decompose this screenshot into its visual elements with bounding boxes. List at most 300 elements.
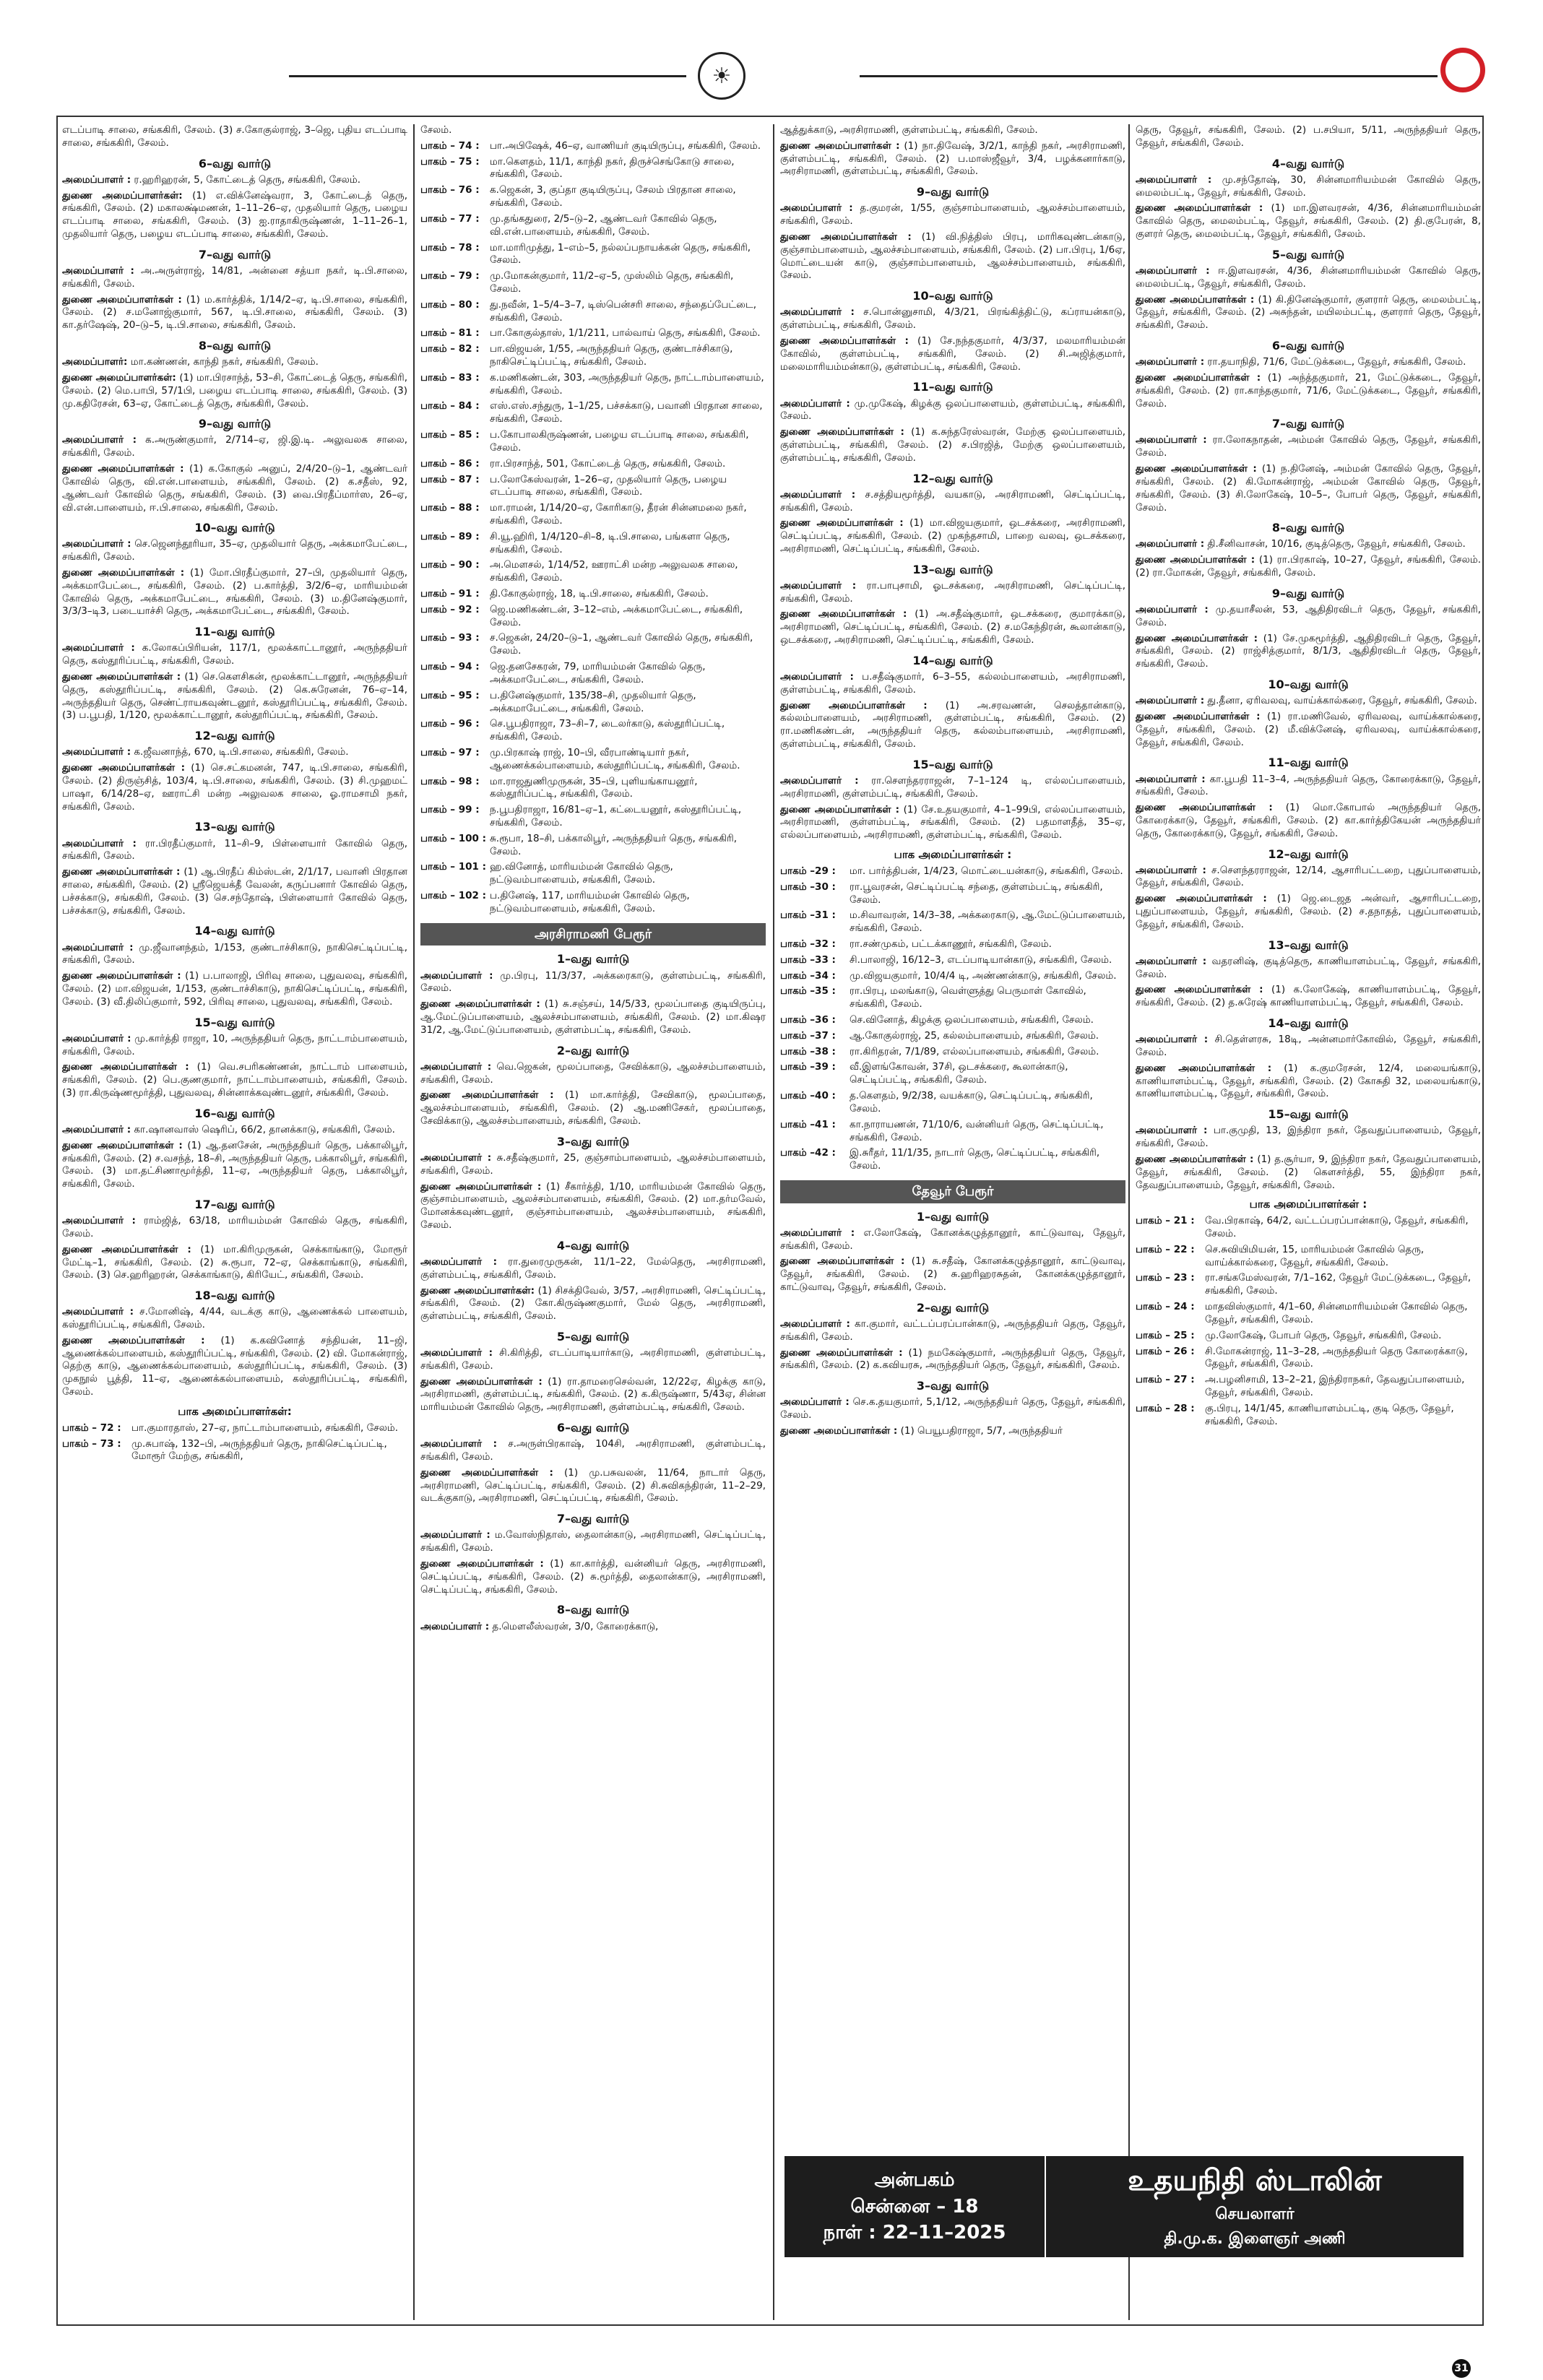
booth-entry: [780, 954, 1125, 967]
role-label: அமைப்பாளர் :: [1136, 864, 1206, 876]
booth-person: ப.தினேஷ்குமார், 135/38–சி, முதலியார் தெரு, அக்கமாபேட்டை, சங்ககிரி, சேலம்.: [490, 689, 696, 714]
booth-number: பாகம் – 102 :: [420, 890, 487, 902]
role-label: அமைப்பாளர் :: [62, 837, 137, 849]
listing-text: ச.மோனிஷ், 4/44, வடக்கு காடு, ஆணைக்கல் பாளையம், கஸ்தூரிப்பட்டி, சங்ககிரி, சேலம்.: [62, 1306, 407, 1331]
listing-paragraph: [1136, 538, 1481, 551]
booth-number: பாகம் – 73 :: [62, 1437, 121, 1450]
booth-number: பாகம் – 24 :: [1136, 1301, 1195, 1313]
listing-paragraph: [1136, 865, 1481, 891]
booth-person: கா.நாராயணன், 71/10/6, வன்னியர் தெரு, செட்டிப்பட்டி, சங்ககிரி, சேலம்.: [850, 1118, 1104, 1143]
listing-paragraph: [780, 1227, 1125, 1253]
booth-entry: [1136, 1374, 1481, 1400]
booth-person: து.நவீன், 1–5/4–3–7, டிஸ்பென்சரி சாலை, சந்தைப்பேட்டை, சங்ககிரி, சேலம்.: [490, 298, 756, 324]
ward-heading: 16–வது வார்டு: [194, 1106, 275, 1120]
booth-person: ப.தினேஷ், 117, மாரியம்மன் கோவில் தெரு, நட்டுவம்பாளையம், சங்ககிரி, சேலம்.: [490, 890, 690, 914]
booth-person: மு.விஜயகுமார், 10/4/4 டி, அண்ணன்காடு, சங்ககிரி, சேலம்.: [850, 969, 1117, 982]
listing-text: க.ஜீவனாந்த், 670, டி.பி.சாலை, சங்ககிரி, சேலம்.: [131, 746, 349, 758]
role-label: அமைப்பாளர் :: [62, 538, 131, 550]
booth-entry: [420, 242, 766, 268]
listing-paragraph: [1136, 984, 1481, 1010]
booth-number: பாகம் –41 :: [780, 1118, 836, 1130]
booth-entry: [780, 1119, 1125, 1145]
booth-person: மா.ராஜதுணிமுருகன், 35–பி, புளியங்காயனூர், கஸ்தூரிப்பட்டி, சங்ககிரி, சேலம்.: [490, 775, 698, 800]
booth-number: பாகம் –32 :: [780, 938, 836, 950]
booth-number: பாகம் –39 :: [780, 1061, 836, 1073]
listing-paragraph: [420, 1256, 766, 1282]
listing-paragraph: [420, 1285, 766, 1323]
masthead-rule-left: [289, 75, 686, 77]
role-label: அமைப்பாளர் :: [780, 1396, 850, 1408]
role-label: துணை அமைப்பாளர்கள் :: [62, 1139, 183, 1151]
role-label: துணை அமைப்பாளர்கள் :: [1136, 554, 1255, 566]
listing-paragraph: [1136, 554, 1481, 580]
listing-paragraph: [1136, 202, 1481, 241]
booth-number: பாகம் –42 :: [780, 1147, 836, 1159]
listing-paragraph: [62, 265, 407, 291]
listing-text: ரா.பிரதீப்குமார், 11–சி–9, பிள்ளையார் கோவில் தெரு, சங்ககிரி, சேலம்.: [62, 837, 407, 862]
role-label: துணை அமைப்பாளர்கள்:: [62, 371, 176, 384]
role-label: அமைப்பாளர் :: [420, 1347, 493, 1359]
booth-person: செ.வினோத், கிழக்கு ஒலப்பாளையம், சங்ககிரி, சேலம்.: [850, 1014, 1094, 1026]
column-divider: [773, 124, 774, 2320]
listing-text: பா.குமுதி, 13, இந்திரா நகர், தேவதுப்பாளையம், தேவூர், சங்ககிரி, சேலம்.: [1136, 1125, 1481, 1150]
listing-paragraph: [1136, 372, 1481, 410]
listing-paragraph: [780, 1347, 1125, 1373]
role-label: அமைப்பாளர் :: [780, 397, 850, 410]
role-label: துணை அமைப்பாளர்கள் :: [1136, 893, 1267, 905]
role-label: அமைப்பாளர் :: [1136, 1034, 1209, 1046]
role-label: துணை அமைப்பாளர்கள் :: [420, 1558, 544, 1570]
listing-paragraph: [780, 804, 1125, 842]
ward-heading: 3–வது வார்டு: [916, 1379, 990, 1393]
listing-paragraph: [62, 567, 407, 618]
booth-number: பாகம் – 97 :: [420, 746, 480, 758]
listing-paragraph: [62, 1124, 407, 1137]
listing-paragraph: [62, 838, 407, 864]
booth-entry: [420, 327, 766, 340]
masthead: [0, 0, 1543, 123]
role-label: துணை அமைப்பாளர்கள் :: [780, 1424, 898, 1437]
role-label: அமைப்பாளர் :: [62, 1215, 136, 1227]
ward-heading: 8–வது வார்டு: [198, 338, 272, 352]
booth-person: எஸ்.எஸ்.சந்துரு, 1–1/25, பச்சக்காடு, பவானி பிரதான சாலை, சங்ககிரி, சேலம்.: [490, 400, 763, 425]
booth-entry: [420, 804, 766, 830]
listing-text: ம.வோஸ்நிதாஸ், தைலான்காடு, அரசிராமணி, செட்டிப்பட்டி, சங்ககிரி, சேலம்.: [420, 1529, 766, 1554]
booth-person: அ.பழனிசாமி, 13–2–21, இந்திராநகர், தேவதுப்பாளையம், தேவூர், சங்ககிரி, சேலம்.: [1205, 1374, 1465, 1398]
subsection-heading: பாக அமைப்பாளர்கள் :: [1249, 1198, 1367, 1211]
role-label: துணை அமைப்பாளர்கள் :: [62, 1061, 189, 1073]
listing-text: (1) மா.கார்த்தி, சேவிகாடு, மூலப்பாதை, ஆலச்சம்பாளையம், சங்ககிரி, சேலம். (2) ஆ.மணிசேகர், மூலப்பாதை, சேவிக்காடு, ஆலச்சம்பாளையம், சங்ககிரி, சேலம்.: [420, 1089, 766, 1127]
listing-paragraph: [420, 970, 766, 996]
booth-person: அ.மௌசல், 1/14/52, ஊராட்சி மன்ற அலுவலக சாலை, சங்ககிரி, சேலம்.: [490, 559, 738, 584]
footer-office: அன்பகம்: [874, 2169, 955, 2191]
booth-person: மா.ராமன், 1/14/20–ஏ, கோரிகாடு, தீரன் சின்னமலை நகர், சங்ககிரி, சேலம்.: [490, 502, 747, 527]
booth-person: பா.விஜயன், 1/55, அருந்ததியர் தெரு, குண்டாச்சிகாடு, நாகிசெட்டிப்பட்டி, சங்ககிரி, சேலம்.: [490, 343, 733, 368]
listing-text: ராம்ஜித், 63/18, மாரியம்மன் கோவில் தெரு, சங்ககிரி, சேலம்.: [62, 1215, 407, 1239]
listing-text: மு.முகேஷ், கிழக்கு ஒலப்பாளையம், குள்ளம்பட்டி, சங்ககிரி, சேலம்.: [780, 397, 1125, 423]
role-label: அமைப்பாளர் :: [780, 1317, 850, 1330]
booth-entry: [420, 184, 766, 210]
role-label: அமைப்பாளர் :: [62, 434, 137, 446]
booth-person: மு.மோகன்குமார், 11/2–ஏ–5, முஸ்லிம் தெரு, சங்ககிரி, சேலம்.: [490, 270, 734, 295]
booth-person: ம.சிவாவரன், 14/3–38, அக்கரைகாடு, ஆ.மேட்டுப்பாளையம், சங்ககிரி, சேலம்.: [850, 909, 1125, 935]
subsection-heading: பாக அமைப்பாளர்கள் :: [894, 848, 1012, 862]
listing-paragraph: [1136, 695, 1481, 708]
role-label: துணை அமைப்பாளர்கள் :: [1136, 984, 1263, 996]
booth-person: பா.கோகுல்தாஸ், 1/1/211, பால்வாய் தெரு, சங்ககிரி, சேலம்.: [490, 327, 761, 339]
booth-person: ரா.பிரபு, மலங்காடு, வெள்ளுத்து பெருமாள் கோவில், சங்ககிரி, சேலம்.: [850, 985, 1086, 1011]
column-divider: [1128, 124, 1130, 2320]
booth-number: பாகம் – 89 :: [420, 530, 480, 542]
booth-number: பாகம் – 76 :: [420, 184, 480, 196]
listing-text: (1) நமகேஷ்குமார், அருந்ததியர் தெரு, தேவூர், சங்ககிரி, சேலம். (2) க.கவியரசு, அருந்ததியர் தெரு, தேவூர், சங்ககிரி, சேலம்.: [780, 1346, 1125, 1372]
booth-entry: [420, 890, 766, 916]
booth-person: ஆ.கோகுல்ராஜ், 25, கல்லம்பாளையம், சங்ககிரி, சேலம்.: [850, 1029, 1099, 1042]
column-4: [1136, 124, 1481, 2320]
booth-number: பாகம் – 78 :: [420, 241, 480, 254]
listing-paragraph: [62, 642, 407, 668]
listing-paragraph: [1136, 633, 1481, 671]
listing-paragraph: [780, 1255, 1125, 1294]
listing-paragraph: [780, 398, 1125, 424]
ward-heading: 7–வது வார்டு: [198, 247, 272, 261]
footer-signature-box: [785, 2156, 1464, 2257]
listing-text: கா.ஷானவாஸ் ஷெரிப், 66/2, தானக்காடு, சங்ககிரி, சேலம்.: [131, 1123, 395, 1135]
booth-person: மு.சுபாஷ், 132–பி, அருந்ததியர் தெரு, நாகிசெட்டிப்பட்டி, மோரூர் மேற்கு, சங்ககிரி,: [131, 1437, 387, 1463]
listing-paragraph: [780, 671, 1125, 697]
listing-paragraph: [1136, 1125, 1481, 1151]
booth-entry: [1136, 1301, 1481, 1327]
role-label: துணை அமைப்பாளர்கள் :: [62, 1243, 191, 1255]
listing-paragraph: [1136, 802, 1481, 840]
role-label: அமைப்பாளர் :: [780, 579, 857, 592]
booth-entry: [420, 661, 766, 687]
role-label: துணை அமைப்பாளர்கள் :: [780, 1346, 903, 1359]
listing-paragraph: [420, 1438, 766, 1464]
booth-number: பாகம் – 95 :: [420, 689, 480, 701]
role-label: அமைப்பாளர் :: [420, 1620, 490, 1632]
listing-paragraph: [62, 746, 407, 759]
booth-number: பாகம் –35 :: [780, 985, 836, 998]
role-label: அமைப்பாளர் :: [780, 775, 859, 787]
ward-heading: 11–வது வார்டு: [194, 625, 275, 639]
listing-text: மு.ஜீவானந்தம், 1/153, குண்டாச்சிகாடு, நாகிசெட்டிப்பட்டி, சங்ககிரி, சேலம்.: [62, 941, 407, 966]
role-label: துணை அமைப்பாளர்கள் :: [62, 567, 185, 579]
listing-paragraph: [62, 866, 407, 917]
ward-heading: 7–வது வார்டு: [556, 1512, 630, 1526]
booth-entry: [780, 1061, 1125, 1087]
listing-text: க.அருண்குமார், 2/714–ஏ, ஜி.இ.டி. அலுவலக சாலை, சங்ககிரி, சேலம்.: [62, 434, 407, 459]
listing-text: தி.சீனிவாசன், 10/16, குடித்தெரு, தேவூர், சங்ககிரி, சேலம்.: [1204, 538, 1466, 550]
booth-entry: [420, 270, 766, 296]
section-banner: அரசிராமணி பேரூர்: [420, 923, 766, 946]
booth-person: சி.யூ.ஹிரி, 1/4/120–சி–8, டி.பி.சாலை, பங்களா தெரு, சங்ககிரி, சேலம்.: [490, 530, 730, 555]
booth-number: பாகம் – 82 :: [420, 343, 480, 355]
booth-person: சி.பாலாஜி, 16/12–3, எடப்பாடியான்காடு, சங்ககிரி, சேலம்.: [850, 953, 1112, 966]
ward-heading: 6–வது வார்டு: [556, 1421, 630, 1435]
booth-entry: [62, 1422, 407, 1435]
listing-text: (1) ப.பாலாஜி, பிரிவு சாலை, புதுவலவு, சங்ககிரி, சேலம். (2) மா.விஜயன், 1/153, குண்டாச்சிகாடு, நாகிசெட்டிப்பட்டி, சங்ககிரி, சேலம். (3) வீ.திலிப்குமார், 592, பிரிவு சாலை, புதுவலவு, சங்ககிரி, சேலம்.: [62, 970, 407, 1008]
role-label: துணை அமைப்பாளர்கள் :: [1136, 371, 1261, 384]
role-label: அமைப்பாளர் :: [62, 1306, 134, 1318]
role-label: துணை அமைப்பாளர்கள் :: [780, 1255, 905, 1268]
column-2: [420, 124, 766, 2320]
listing-text: (1) சிசக்திவேல், 3/57, அரசிராமணி, செட்டிப்பட்டி, சங்ககிரி, சேலம். (2) கோ.கிருஷ்ணகுமார், மேல் தெரு, அரசிராமணி, குள்ளம்பட்டி, சங்ககிரி, சேலம்.: [420, 1284, 766, 1323]
role-label: அமைப்பாளர் :: [420, 969, 493, 982]
listing-text: (1) ம.கார்த்திக், 1/14/2–ஏ, டி.பி.சாலை, சங்ககிரி, சேலம். (2) ச.மனோஜ்குமார், 567, டி.பி.சாலை, சங்ககிரி, சேலம். (3) கா.தர்ஷேஷ், 20–டு–5, டி.பி.சாலை, சங்ககிரி, சேலம்.: [62, 293, 407, 332]
listing-text: து.தீனா, ஏரிவலவு, வாய்க்கால்கரை, தேவூர், சங்ககிரி, சேலம்.: [1204, 695, 1477, 707]
ward-heading: 13–வது வார்டு: [194, 820, 275, 834]
listing-text: செ.ஜெனந்தூரியா, 35–ஏ, முதலியார் தெரு, அக்கமாபேட்டை, சங்ககிரி, சேலம்.: [62, 538, 407, 563]
listing-paragraph: [62, 970, 407, 1008]
listing-paragraph: [62, 671, 407, 722]
listing-text: தெரு, தேவூர், சங்ககிரி, சேலம். (2) ப.சபியா, 5/11, அருந்ததியர் தெரு, தேவூர், சங்ககிரி, சேலம்.: [1136, 124, 1481, 149]
listing-text: அ.அருள்ராஜ், 14/81, அன்னை சத்யா நகர், டி.பி.சாலை, சங்ககிரி, சேலம்.: [62, 264, 407, 290]
ward-heading: 3–வது வார்டு: [556, 1134, 630, 1148]
booth-person: வே.பிரகாஷ், 64/2, வட்டப்பரப்பான்காடு, தேவூர், சங்ககிரி, சேலம்.: [1205, 1215, 1469, 1240]
listing-paragraph: [62, 1306, 407, 1332]
listing-text: (1) கி.தினேஷ்குமார், குளரார் தெரு, மைலம்பட்டி, தேவூர், சங்ககிரி, சேலம். (2) அசுந்தன், மயிலம்பட்டி, குளரார் தெரு, தேவூர், சங்ககிரி, சேலம்.: [1136, 293, 1481, 332]
ward-heading: 6–வது வார்டு: [1271, 338, 1345, 352]
listing-paragraph: [780, 1318, 1125, 1344]
booth-person: க.ஜெகன், 3, குப்தா குடியிருப்பு, சேலம் பிரதான சாலை, சங்ககிரி, சேலம்.: [490, 184, 736, 209]
role-label: அமைப்பாளர் :: [420, 1060, 492, 1073]
page-number: 31: [1452, 2359, 1471, 2378]
listing-text: மு.கார்த்தி ராஜா, 10, அருந்ததியர் தெரு, நாட்டாம்பாளையம், சங்ககிரி, சேலம்.: [62, 1032, 407, 1057]
listing-paragraph: [780, 140, 1125, 178]
role-label: அமைப்பாளர் :: [420, 1151, 492, 1164]
booth-person: ஜெ.மணிகண்டன், 3–12–எம், அக்கமாபேட்டை, சங்ககிரி, சேலம்.: [490, 603, 743, 628]
booth-entry: [420, 458, 766, 471]
role-label: அமைப்பாளர் :: [420, 1438, 498, 1450]
listing-text: (1) சே.நந்தகுமார், 4/3/37, மலமாரியம்மன் கோவில், குள்ளம்பட்டி, சங்ககிரி, சேலம். (2) சி.அஜித்குமார், மலைமாரியம்மன்காடு, குள்ளம்பட்டி, சங்ககிரி, சேலம்.: [780, 334, 1125, 373]
listing-paragraph: [62, 372, 407, 410]
booth-person: மாதவிஸ்குமார், 4/1–60, சின்னமாரியம்மன் கோவில் தெரு, தேவூர், சங்ககிரி, சேலம்.: [1205, 1301, 1468, 1325]
booth-number: பாகம் – 92 :: [420, 603, 480, 615]
listing-paragraph: [780, 1425, 1125, 1438]
listing-paragraph: [1136, 434, 1481, 460]
booth-number: பாகம் –29 :: [780, 865, 836, 877]
listing-text: (1) ஜெ.டைஜத அன்வர், ஆசாரிபட்டறை, புதுப்பாளையம், தேவூர், சங்ககிரி, சேலம். (2) ச.தநாதத், புதுப்பாளையம், தேவூர், சங்ககிரி, சேலம்.: [1136, 893, 1481, 930]
booth-number: பாகம் – 88 :: [420, 502, 480, 514]
role-label: துணை அமைப்பாளர்கள் :: [62, 970, 181, 982]
booth-number: பாகம் – 79 :: [420, 270, 480, 282]
role-label: அமைப்பாளர் :: [62, 941, 134, 953]
booth-number: பாகம் – 86 :: [420, 457, 480, 469]
listing-text: (1) க.குமரேசன், 12/4, மலையங்காடு, காணியாளம்பட்டி, தேவூர், சங்ககிரி, சேலம். (2) கோசுதி 32, மலையங்காடு, காணியாளம்பட்டி, தேவூர், சங்ககிரி, சேலம்.: [1136, 1062, 1481, 1100]
booth-entry: [420, 156, 766, 182]
listing-text: ரா.சௌந்தரராஜன், 7–1–124 டி, எல்லப்பாளையம், அரசிராமணி, குள்ளம்பட்டி, சங்ககிரி, சேலம்.: [780, 775, 1125, 800]
ward-heading: 2–வது வார்டு: [916, 1300, 990, 1315]
ward-heading: 12–வது வார்டு: [1268, 847, 1349, 861]
booth-number: பாகம் –40 :: [780, 1090, 836, 1102]
listing-text: (1) ஆ.பிரதீப் கிம்ஸ்டன், 2/1/17, பவானி பிரதான சாலை, சங்ககிரி, சேலம். (2) ஸ்ரீஜெயக்தீ வேலன், கருப்பனார் கோவில் தெரு, பச்சக்காடு, சங்ககிரி, சேலம். (3) செ.சந்தோஷ், பிள்ளையார் கோவில் தெரு, பச்சக்காடு, சங்ககிரி, சேலம்.: [62, 866, 407, 917]
ward-heading: 14–வது வார்டு: [1268, 1016, 1349, 1031]
ward-heading: 6–வது வார்டு: [198, 156, 272, 170]
listing-text: ச.சத்தியமூர்த்தி, வயகாடு, அரசிராமணி, செட்டிப்பட்டி, சங்ககிரி, சேலம்.: [780, 488, 1125, 514]
listing-text: (1) கா.கார்த்தி, வன்னியர் தெரு, அரசிராமணி, செட்டிப்பட்டி, சங்ககிரி, சேலம். (2) சு.மூர்த்தி, தைலான்காடு, அரசிராமணி, செட்டிப்பட்டி, சங்ககிரி, சேலம்.: [420, 1558, 766, 1596]
listing-text: (1) செ.சட்கமனன், 747, டி.பி.சாலை, சங்ககிரி, சேலம். (2) திருஞ்சித், 103/4, டி.பி.சாலை, சங்ககிரி, சேலம். (3) சி.முஹமட் பாஷா, 6/14/28–ஏ, ஊராட்சி மன்ற அலுவலக சாலை, ஓ.ராமசாமி நகர், சங்ககிரி, சேலம்.: [62, 762, 407, 813]
booth-number: பாகம் – 98 :: [420, 775, 480, 787]
section-banner: தேவூர் பேரூர்: [780, 1180, 1125, 1203]
footer-signatory: [1046, 2156, 1464, 2257]
signatory-title: செயலாளர்: [1215, 2204, 1295, 2223]
listing-text: (1) சு.சஞ்சய், 14/5/33, மூலப்பாதை குடியிருப்பு, ஆ.மேட்டுப்பாளையம், ஆலச்சம்பாளையம், சங்ககிரி, சேலம். (2) மா.கிஷர 31/2, ஆ.மேட்டுப்பாளையம், குள்ளம்பட்டி, சங்ககிரி, சேலம்.: [420, 998, 766, 1036]
ward-heading: 9–வது வார்டு: [198, 417, 272, 431]
booth-number: பாகம் – 101 :: [420, 861, 487, 873]
role-label: அமைப்பாளர் :: [1136, 695, 1205, 707]
role-label: துணை அமைப்பாளர்கள் :: [1136, 802, 1273, 814]
ward-heading: 10–வது வார்டு: [194, 521, 275, 535]
booth-entry: [420, 747, 766, 773]
booth-entry: [1136, 1244, 1481, 1270]
role-label: அமைப்பாளர் :: [780, 1226, 855, 1239]
listing-text: வெ.ஜெகன், மூலப்பாதை, சேவிக்காடு, ஆலச்சம்பாளையம், சங்ககிரி, சேலம்.: [420, 1060, 766, 1086]
listing-paragraph: [420, 1376, 766, 1414]
listing-text: (1) பெயூபதிராஜா, 5/7, அருந்ததியர்: [897, 1424, 1063, 1437]
role-label: அமைப்பாளர் :: [62, 264, 134, 277]
booth-person: ஜெ.தனசேகரன், 79, மாரியம்மன் கோவில் தெரு, அக்கமாபேட்டை, சங்ககிரி, சேலம்.: [490, 661, 706, 685]
booth-person: மு.தங்கதுரை, 2/5–டு–2, ஆண்டவர் கோவில் தெரு, வி.என்.பாளையம், சங்ககிரி, சேலம்.: [490, 212, 717, 238]
listing-paragraph: [62, 538, 407, 564]
listing-paragraph: [780, 426, 1125, 464]
listing-text: (1) மோ.பிரதீப்குமார், 27–பி, முதலியார் தெரு, அக்கமாபேட்டை, சங்ககிரி, சேலம். (2) ப.கார்த்தி, 3/2/6–ஏ, மாரியம்மன் கோவில் தெரு, அக்கமாபேட்டை, சங்ககிரி, சேலம். (3) ம.தினேஷ்குமார், 3/3/3–டி3, படையாச்சி தெரு, அக்கமாபேட்டை, சங்ககிரி, சேலம்.: [62, 567, 407, 618]
booth-number: பாகம் – 93 :: [420, 632, 480, 644]
listing-text: (1) வெ.சபரிகண்ணன், நாட்டாம் பாளையம், சங்ககிரி, சேலம். (2) பெ.குணகுமார், நாட்டாம்பாளையம், சங்ககிரி, சேலம். (3) ரா.கிருஷ்ணமூர்த்தி, புதுவலவு, சின்னாக்கவுண்டனூர், சங்ககிரி, சேலம்.: [62, 1061, 407, 1099]
role-label: துணை அமைப்பாளர்கள் :: [62, 866, 181, 878]
booth-entry: [420, 140, 766, 153]
booth-number: பாகம் – 72 :: [62, 1421, 121, 1434]
ward-heading: 18–வது வார்டு: [194, 1289, 275, 1303]
ward-heading: 17–வது வார்டு: [194, 1197, 275, 1211]
signatory-name: உதயநிதி ஸ்டாலின்: [1128, 2163, 1382, 2197]
masthead-rule-right: [860, 75, 1438, 77]
listing-text: (1) ரா.பிரகாஷ், 10–27, தேவூர், சங்ககிரி, சேலம். (2) ரா.மோகன், தேவூர், சங்ககிரி, சேலம்.: [1136, 554, 1481, 579]
booth-person: மா. பார்த்திபன், 1/4/23, மொட்டையன்காடு, சங்ககிரி, சேலம்.: [850, 865, 1123, 877]
role-label: அமைப்பாளர் :: [420, 1255, 497, 1268]
booth-person: ரா.பூவரசன், செட்டிப்பட்டி சந்தை, குள்ளம்பட்டி, சங்ககிரி, சேலம்.: [850, 880, 1103, 906]
listing-text: த.குமரன், 1/55, குஞ்சாம்பாளையம், ஆலச்சம்பாளையம், சங்ககிரி, சேலம்.: [780, 202, 1125, 228]
role-label: துணை அமைப்பாளர்கள் :: [420, 1466, 553, 1479]
booth-number: பாகம் –30 :: [780, 880, 836, 893]
listing-paragraph: [780, 608, 1125, 646]
listing-paragraph: [1136, 893, 1481, 931]
listing-paragraph: [420, 1089, 766, 1128]
booth-entry: [420, 588, 766, 601]
listing-text: எ.லோகேஷ், கோனக்கழுத்தானூர், காட்டுவாவு, தேவூர், சங்ககிரி, சேலம்.: [780, 1226, 1125, 1252]
role-label: அமைப்பாளர் :: [62, 642, 135, 654]
role-label: அமைப்பாளர் :: [1136, 955, 1207, 967]
role-label: அமைப்பாளர்:: [62, 356, 128, 368]
listing-text: (1) மா.இளவரசன், 4/36, சின்னமாரியம்மன் கோவில் தெரு, மைலம்பட்டி, தேவூர், சங்ககிரி, சேலம். (2) தி.குபேரன், 8, குளரர் தெரு, மைலம்பட்டி, தேவூர், சங்ககிரி, சேலம்.: [1136, 202, 1481, 240]
booth-entry: [420, 718, 766, 744]
listing-paragraph: [420, 1152, 766, 1178]
listing-text: (1) க.கோகுல் அனுப், 2/4/20–டு–1, ஆண்டவர் கோவில் தெரு, வி.என்.பாளையம், சங்ககிரி, சேலம். (2) க.சதீஸ், 92, ஆண்டவர் கோவில் தெரு, சங்ககிரி, சேலம். (3) வை.பிரதீப்மார்ஸ, 26–ஏ, வி.என்.பாளையம், ஈ.பி.சாலை, சங்ககிரி, சேலம்.: [62, 463, 407, 514]
booth-entry: [62, 1438, 407, 1464]
ward-heading: 2–வது வார்டு: [556, 1043, 630, 1057]
listing-text: எடப்பாடி சாலை, சங்ககிரி, சேலம். (3) ச.கோகுல்ராஜ், 3–ஜெ, புதிய எடப்பாடி சாலை, சங்ககிரி, சேலம்.: [62, 124, 407, 149]
role-label: துணை அமைப்பாளர்கள் :: [1136, 1062, 1272, 1074]
booth-number: பாகம் –31 :: [780, 909, 836, 922]
ward-heading: 8–வது வார்டு: [556, 1603, 630, 1617]
booth-entry: [420, 531, 766, 557]
ward-heading: 13–வது வார்டு: [912, 562, 993, 576]
booth-person: இ.சுரீதர், 11/1/35, நாடார் தெரு, செட்டிப்பட்டி, சங்ககிரி, சேலம்.: [850, 1147, 1100, 1172]
booth-person: ப.கோபாலகிருஷ்ணன், பழைய எடப்பாடி சாலை, சங்ககிரி, சேலம்.: [490, 429, 749, 454]
booth-entry: [780, 1090, 1125, 1116]
role-label: துணை அமைப்பாளர்கள் :: [62, 1334, 205, 1346]
booth-person: சு.ரூபா, 18–சி, பக்காலிபூர், அருந்ததியர் தெரு, சங்ககிரி, சேலம்.: [490, 832, 738, 857]
booth-entry: [780, 1014, 1125, 1027]
booth-entry: [1136, 1272, 1481, 1298]
role-label: அமைப்பாளர் :: [420, 1529, 490, 1541]
booth-person: ந.பூபதிராஜா, 16/81–ஏ–1, கட்டையனூர், கஸ்தூரிப்பட்டி, சங்ககிரி, சேலம்.: [490, 804, 742, 828]
signatory-org: தி.மு.க. இளைஞர் அணி: [1164, 2229, 1346, 2248]
role-label: துணை அமைப்பாளர்கள் :: [420, 1375, 543, 1388]
listing-paragraph: [62, 942, 407, 968]
booth-entry: [1136, 1346, 1481, 1372]
role-label: அமைப்பாளர் :: [62, 746, 131, 758]
listing-text: கா.குமார், வட்டப்பரப்பான்காடு, அருந்ததியர் தெரு, தேவூர், சங்ககிரி, சேலம்.: [780, 1317, 1125, 1343]
booth-number: பாகம் – 85 :: [420, 429, 480, 441]
booth-person: க.மணிகண்டன், 303, அருந்ததியர் தெரு, நாட்டாம்பாளையம், சங்ககிரி, சேலம்.: [490, 371, 764, 397]
role-label: துணை அமைப்பாளர்கள் :: [1136, 632, 1258, 644]
role-label: துணை அமைப்பாளர்கள் :: [780, 517, 904, 529]
role-label: அமைப்பாளர் :: [1136, 173, 1212, 186]
ward-heading: 5–வது வார்டு: [556, 1329, 630, 1343]
booth-person: செ.சுவியிமியன், 15, மாரியம்மன் கோவில் தெரு, வாய்க்கால்கரை, தேவூர், சங்ககிரி, சேலம்.: [1205, 1243, 1425, 1268]
ward-heading: 12–வது வார்டு: [194, 729, 275, 743]
role-label: துணை அமைப்பாளர்கள் :: [780, 334, 909, 347]
listing-paragraph: [420, 1347, 766, 1373]
subsection-heading: பாக அமைப்பாளர்கள்:: [178, 1404, 292, 1418]
column-3: [780, 124, 1125, 2320]
listing-paragraph: [1136, 1154, 1481, 1192]
booth-entry: [420, 343, 766, 369]
ward-heading: 14–வது வார்டு: [912, 653, 993, 667]
booth-number: பாகம் – 81 :: [420, 327, 480, 339]
role-label: அமைப்பாளர் :: [1136, 356, 1205, 368]
role-label: துணை அமைப்பாளர்கள்:: [62, 189, 183, 202]
listing-text: சு.சதீஷ்குமார், 25, குஞ்சாம்பாளையம், ஆலச்சம்பாளையம், சங்ககிரி, சேலம்.: [420, 1151, 766, 1177]
column-divider: [413, 124, 415, 2320]
booth-number: பாகம் – 74 :: [420, 139, 480, 152]
listing-paragraph: [62, 174, 407, 187]
listing-text: ர.ஹரிஹரன், 5, கோட்டைத் தெரு, சங்ககிரி, சேலம்.: [131, 173, 361, 186]
booth-entry: [780, 1030, 1125, 1043]
booth-entry: [780, 865, 1125, 878]
booth-entry: [780, 909, 1125, 935]
ward-heading: 12–வது வார்டு: [912, 471, 993, 485]
listing-text: ஈ.இளவரசன், 4/36, சின்னமாரியம்மன் கோவில் தெரு, மைலம்பட்டி, தேவூர், சங்ககிரி, சேலம்.: [1136, 264, 1481, 290]
listing-paragraph: [780, 775, 1125, 801]
listing-text: மு.தயாசீலன், 53, ஆதிதிரவிடர் தெரு, தேவூர், சங்ககிரி, சேலம்.: [1136, 603, 1481, 628]
listing-text: செ.க.தயகுமார், 5,1/12, அருந்ததியர் தெரு, தேவூர், சங்ககிரி, சேலம்.: [780, 1396, 1125, 1421]
booth-entry: [420, 632, 766, 658]
listing-text: க.லோகப்பிரியன், 117/1, மூலக்காட்டானூர், அருந்ததியர் தெரு, கஸ்தூரிப்பட்டி, சங்ககிரி, சேலம்.: [62, 642, 407, 667]
ward-heading: 9–வது வார்டு: [1271, 586, 1345, 600]
listing-text: ரா.லோகநாதன், அம்மன் கோவில் தெரு, தேவூர், சங்ககிரி, சேலம்.: [1136, 434, 1481, 459]
booth-number: பாகம் – 22 :: [1136, 1243, 1195, 1255]
booth-entry: [780, 970, 1125, 983]
ward-heading: 15–வது வார்டு: [194, 1015, 275, 1029]
listing-text: (1) ரா.தாமரைசெல்வன், 12/22ஏ, கிழக்கு காடு, அரசிராமணி, குள்ளம்பட்டி, சங்ககிரி, சேலம். (2) க.கிருஷ்ணா, 5/43ஏ, சின்ன மாரியம்மன் கோவில் தெரு, அரசிராமணி, குள்ளம்பட்டி, சங்ககிரி, சேலம்.: [420, 1375, 766, 1414]
booth-entry: [420, 213, 766, 239]
booth-person: ரா.பிரசாந்த், 501, கோட்டைத் தெரு, சங்ககிரி, சேலம்.: [490, 457, 726, 469]
listing-text: ச.செளந்தரராஜன், 12/14, ஆசாரிபட்டறை, புதுப்பாளையம், தேவூர், சங்ககிரி, சேலம்.: [1136, 864, 1481, 889]
listing-paragraph: [1136, 604, 1481, 630]
booth-entry: [420, 690, 766, 716]
